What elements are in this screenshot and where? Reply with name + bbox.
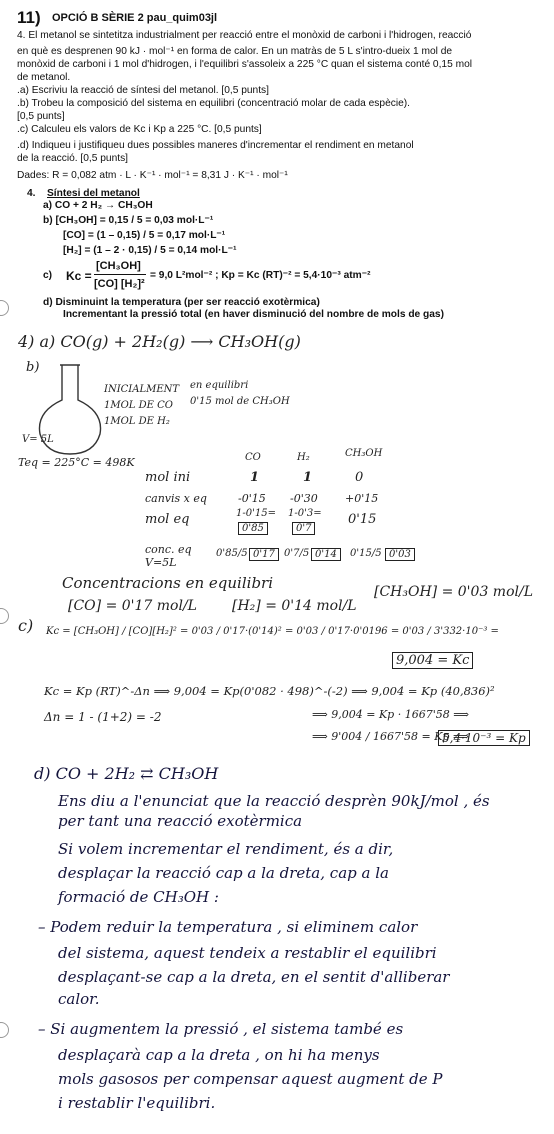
hand-kc-line: Kc = [CH₃OH] / [CO][H₂]² = 0'03 / 0'17·(0'14)² = 0'03 / 0'17·0'0196 = 0'03 / 3'332·10⁻³ = — [46, 626, 499, 637]
hand-d-text: – Podem reduir la temperatura , si eliminem calor — [38, 918, 418, 936]
solution-b2: [CO] = (1 – 0,15) / 5 = 0,17 mol·L⁻¹ — [63, 230, 226, 241]
hand-d-text: per tant una reacció exotèrmica — [58, 812, 303, 830]
table-cell: 0'15 — [348, 512, 377, 527]
hand-kp-line: ⟹ 9,004 = Kp · 1667'58 ⟹ — [312, 708, 469, 721]
hand-d-text: i restablir l'equilibri. — [58, 1094, 216, 1112]
hand-kc-result: 9,004 = Kc — [392, 652, 473, 669]
table-cell-boxed: 0'85 — [238, 522, 268, 535]
question-title: OPCIÓ B SÈRIE 2 pau_quim03jl — [52, 12, 218, 24]
hand-kp-line: ⟹ 9'004 / 1667'58 = Kp ⟹ — [312, 730, 469, 743]
binder-hole — [0, 1022, 9, 1038]
table-row-label: V=5L — [145, 556, 177, 569]
binder-hole — [0, 608, 9, 624]
hand-delta-n: Δn = 1 - (1+2) = -2 — [44, 710, 162, 724]
hand-conc-co: [CO] = 0'17 mol/L — [68, 598, 197, 614]
solution-b1: b) [CH₃OH] = 0,15 / 5 = 0,03 mol·L⁻¹ — [43, 215, 214, 226]
solution-heading-number: 4. — [27, 188, 36, 199]
table-cell-boxed: 0'03 — [385, 548, 415, 561]
hand-kp-result: 5,4·10⁻³ = Kp — [438, 730, 530, 746]
solution-c-rest: = 9,0 L²mol⁻² ; Kp = Kc (RT)⁻² = 5,4·10⁻³ atm⁻² — [150, 270, 371, 281]
statement-line: de metanol. — [17, 72, 71, 83]
hand-volume: V= 5L — [22, 434, 54, 445]
table-cell: 0'7/5 — [284, 548, 310, 559]
solution-c-label: c) — [43, 270, 53, 281]
hand-d-text: Ens diu a l'enunciat que la reacció desprèn 90kJ/mol , és — [58, 792, 490, 810]
table-cell-boxed: 0'7 — [292, 522, 315, 535]
hand-d-line: d) CO + 2H₂ ⇄ CH₃OH — [34, 764, 219, 783]
hand-d-text: del sistema, aquest tendeix a restablir el equilibri — [58, 944, 437, 962]
hand-flask-label: INICIALMENT — [104, 384, 180, 395]
hand-temperature: Teq = 225°C = 498K — [18, 456, 135, 469]
table-cell-boxed: 0'17 — [249, 548, 279, 561]
table-cell: 0'15/5 — [350, 548, 382, 559]
hand-b-label: b) — [26, 360, 40, 375]
table-row-label: conc. eq — [145, 543, 192, 556]
solution-kc-symbol: Kc = — [66, 269, 92, 283]
hand-answer-a: 4) a) CO(g) + 2H₂(g) ⟶ CH₃OH(g) — [18, 332, 301, 351]
hand-flask-label: 1MOL DE H₂ — [104, 416, 170, 427]
table-col-ch3oh: CH₃OH — [345, 448, 383, 459]
table-cell: 0 — [355, 470, 364, 485]
table-cell: 1 — [250, 470, 260, 485]
table-cell: 1-0'15= — [236, 508, 276, 519]
solution-d1: d) Disminuint la temperatura (per ser reacció exotèrmica) — [43, 297, 320, 308]
hand-c-label: c) — [18, 616, 34, 635]
table-cell: 1 — [303, 470, 313, 485]
table-row-label: mol eq — [145, 512, 190, 527]
solution-kc-numerator: [CH₃OH] — [96, 260, 141, 272]
hand-d-text: Si volem incrementar el rendiment, és a dir, — [58, 840, 394, 858]
statement-line: [0,5 punts] — [17, 111, 65, 122]
solution-kc-denominator: [CO] [H₂]² — [94, 278, 145, 290]
table-cell: 1-0'3= — [288, 508, 322, 519]
binder-hole — [0, 300, 9, 316]
hand-d-text: formació de CH₃OH : — [58, 888, 219, 906]
hand-d-text: – Si augmentem la pressió , el sistema també es — [38, 1020, 404, 1038]
table-col-h2: H₂ — [297, 452, 310, 463]
solution-heading: Síntesi del metanol — [47, 188, 140, 199]
solution-kc-fraction-bar — [94, 274, 146, 275]
hand-d-text: mols gasosos per compensar aquest augment de P — [58, 1070, 443, 1088]
solution-b3: [H₂] = (1 – 2 · 0,15) / 5 = 0,14 mol·L⁻¹ — [63, 245, 237, 256]
statement-line: monòxid de carboni i 1 mol d'hidrogen, i l'equilibri s'assoleix a 225 °C quan el sistema conté 0,15 mol — [17, 59, 473, 70]
table-cell: -0'15 — [238, 492, 266, 505]
statement-line: Dades: R = 0,082 atm · L · K⁻¹ · mol⁻¹ = 8,31 J · K⁻¹ · mol⁻¹ — [17, 170, 288, 181]
hand-eq-label: 0'15 mol de CH₃OH — [190, 396, 290, 407]
hand-d-text: calor. — [58, 990, 100, 1008]
hand-flask-label: 1MOL DE CO — [104, 400, 173, 411]
table-row-label: mol ini — [145, 470, 191, 485]
statement-line: .d) Indiqueu i justifiqueu dues possibles maneres d'incrementar el rendiment en metanol — [17, 140, 414, 151]
table-cell-boxed: 0'14 — [311, 548, 341, 561]
table-cell: +0'15 — [345, 492, 379, 505]
hand-conc-title: Concentracions en equilibri — [62, 574, 274, 592]
statement-line: de la reacció. [0,5 punts] — [17, 153, 128, 164]
table-cell: 0'85/5 — [216, 548, 248, 559]
table-cell: -0'30 — [290, 492, 318, 505]
flask-drawing — [30, 360, 110, 460]
hand-conc-h2: [H₂] = 0'14 mol/L — [232, 598, 357, 614]
statement-line: .b) Trobeu la composició del sistema en equilibri (concentració molar de cada espècie). — [17, 98, 410, 109]
statement-line: en què es desprenen 90 kJ · mol⁻¹ en forma de calor. En un matràs de 5 L s'intro-dueix 1 mol de — [17, 46, 453, 57]
solution-a: a) CO + 2 H₂ → CH₃OH — [43, 200, 153, 211]
hand-d-text: desplaçar la reacció cap a la dreta, cap a la — [58, 864, 389, 882]
hand-kp-line: Kc = Kp (RT)^-Δn ⟹ 9,004 = Kp(0'082 · 498)^-(-2) ⟹ 9,004 = Kp (40,836)² — [44, 684, 495, 698]
hand-d-text: desplaçarà cap a la dreta , on hi ha menys — [58, 1046, 380, 1064]
statement-line: .a) Escriviu la reacció de síntesi del metanol. [0,5 punts] — [17, 85, 269, 96]
table-col-co: CO — [245, 452, 261, 463]
table-row-label: canvis x eq — [145, 492, 207, 505]
solution-d2: Incrementant la pressió total (en haver disminució del nombre de mols de gas) — [63, 309, 444, 320]
hand-eq-label: en equilibri — [190, 380, 249, 391]
statement-line: .c) Calculeu els valors de Kc i Kp a 225 °C. [0,5 punts] — [17, 124, 262, 135]
statement-line: 4. El metanol se sintetitza industrialment per reacció entre el monòxid de carboni i l'hidrogen, reacció — [17, 30, 472, 41]
hand-d-text: desplaçant-se cap a la dreta, en el sentit d'alliberar — [58, 968, 450, 986]
question-number: 11) — [17, 8, 41, 27]
hand-conc-ch3oh: [CH₃OH] = 0'03 mol/L — [374, 584, 533, 600]
